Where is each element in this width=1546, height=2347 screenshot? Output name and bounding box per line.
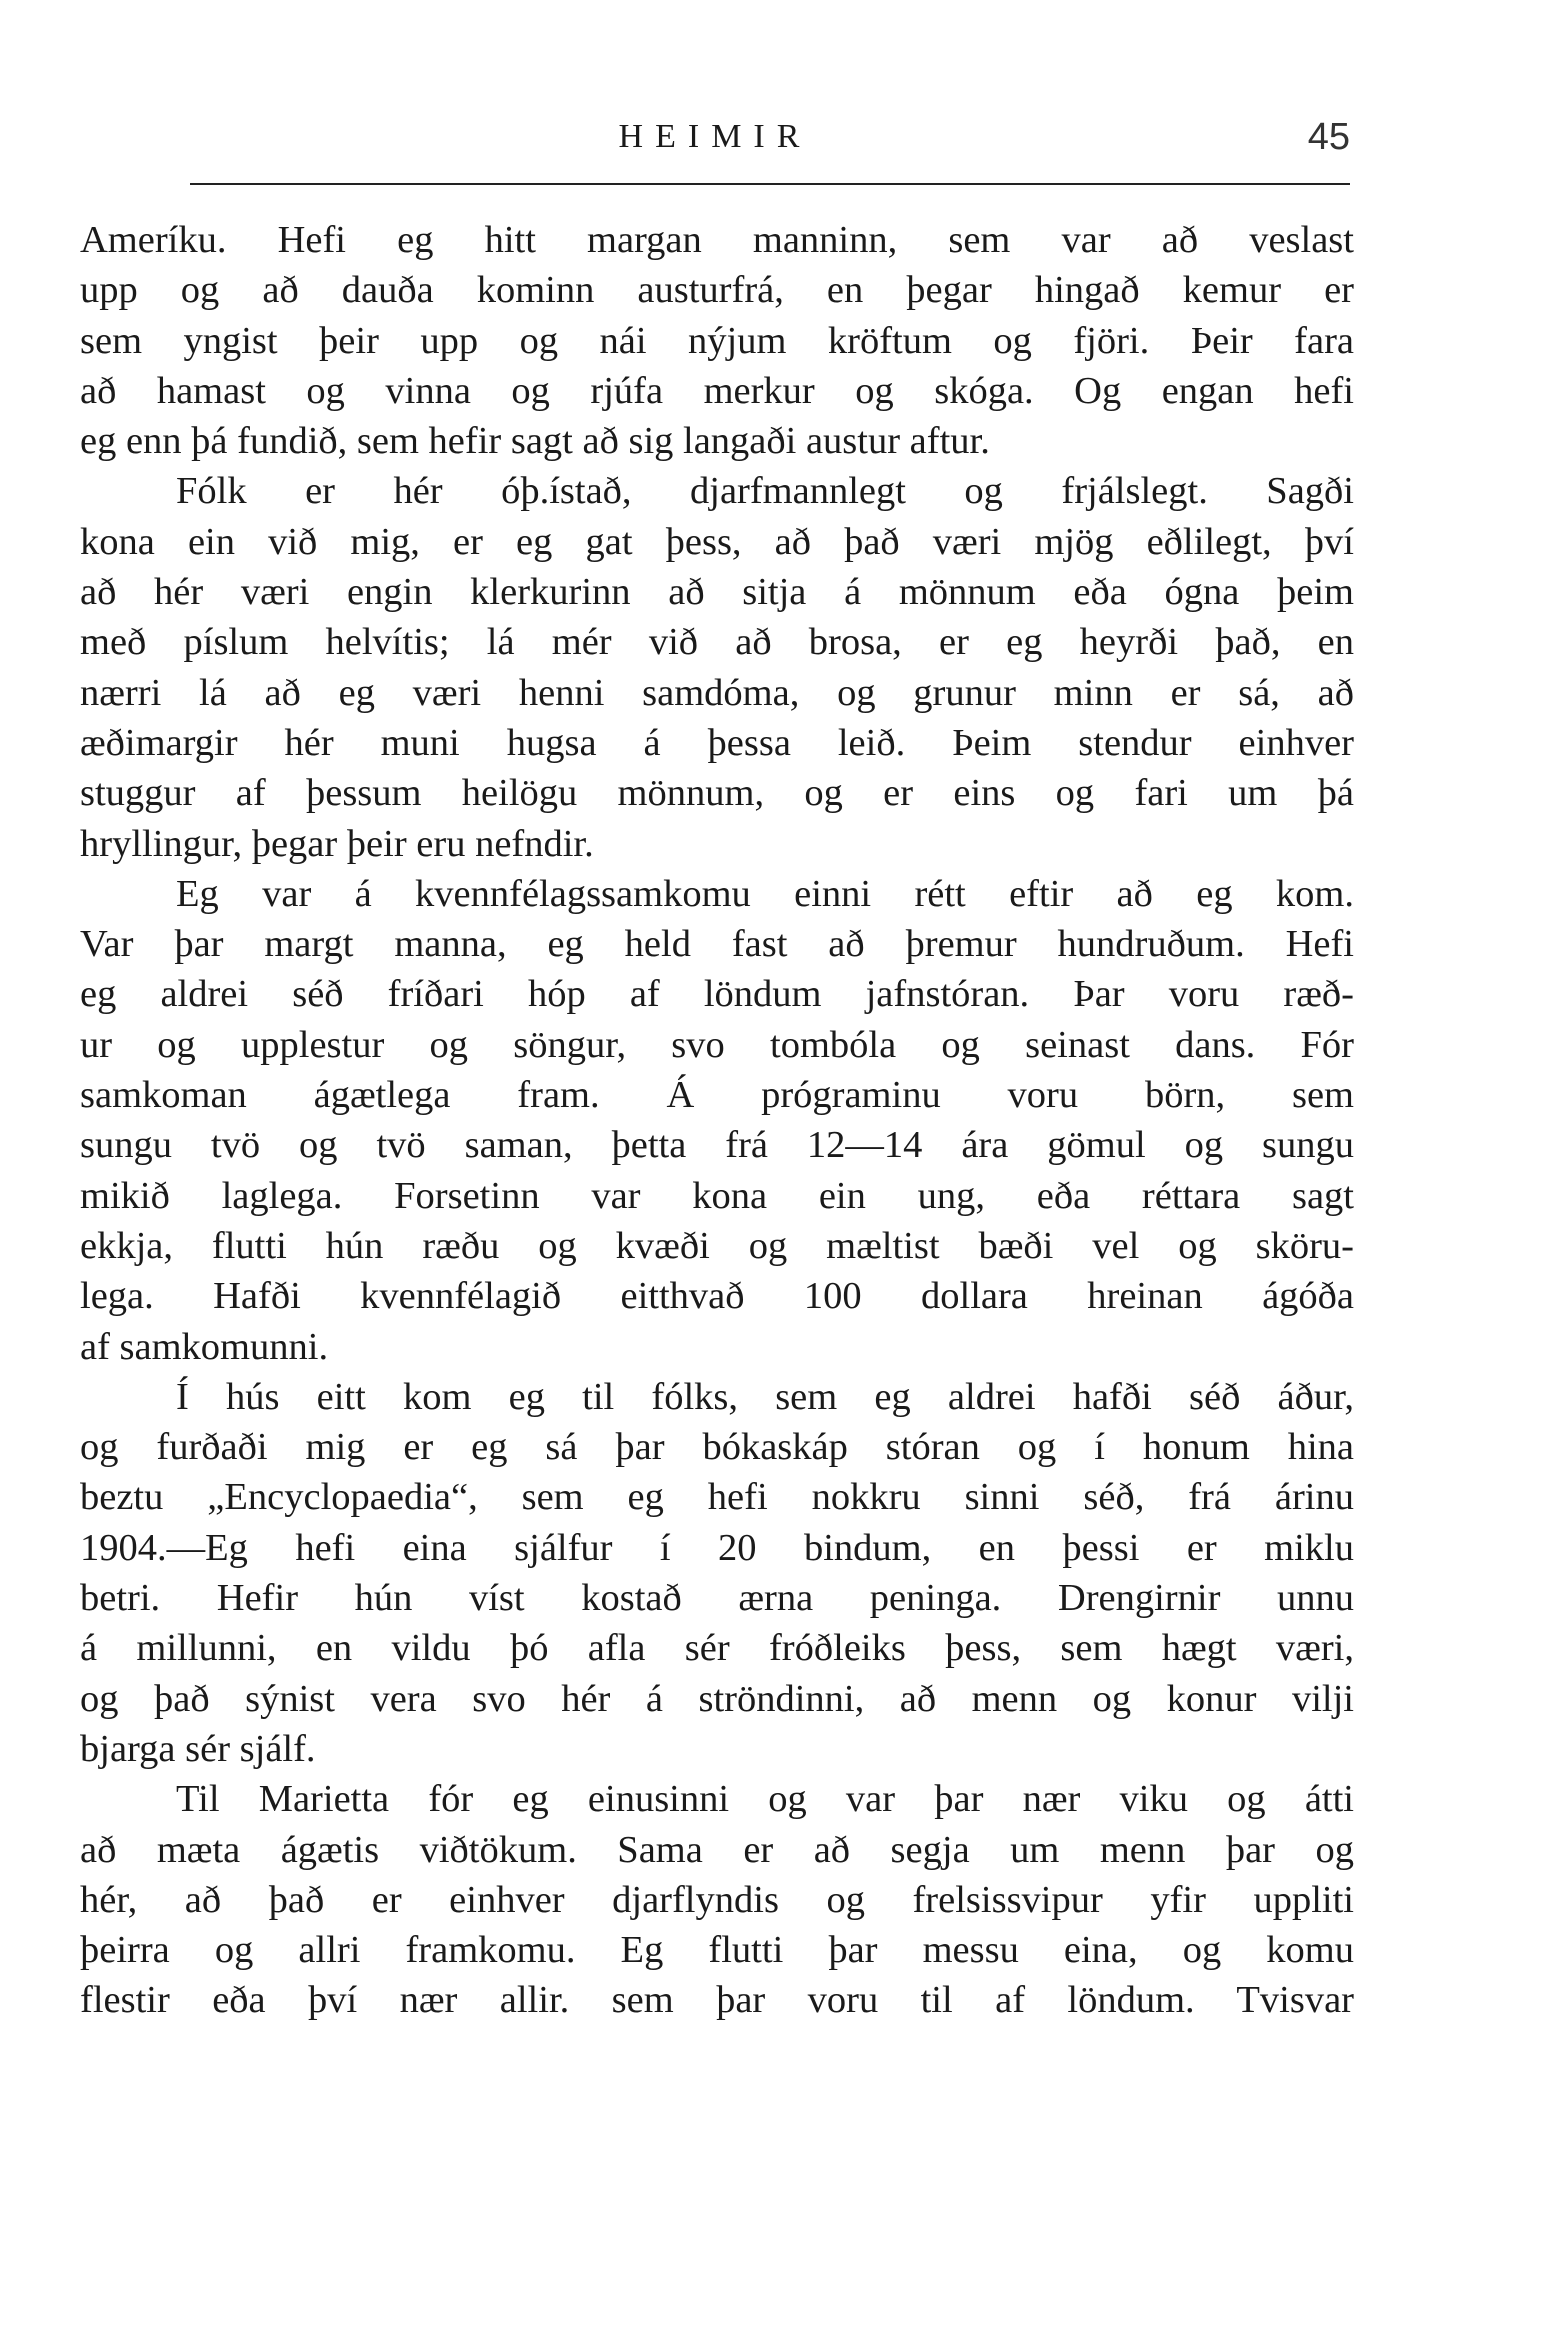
text-line: ekkja, flutti hún ræðu og kvæði og mæltist bæði vel og sköru- [80, 1224, 1354, 1267]
text-line: eg aldrei séð fríðari hóp af löndum jafnstóran. Þar voru ræð- [80, 973, 1354, 1016]
text-line: sem yngist þeir upp og nái nýjum kröftum og fjöri. Þeir fara [80, 319, 1354, 362]
text-line: eg enn þá fundið, sem hefir sagt að sig langaði austur aftur. [80, 420, 990, 463]
text-line: Í hús eitt kom eg til fólks, sem eg aldrei hafði séð áður, [176, 1375, 1354, 1418]
text-line: hryllingur, þegar þeir eru nefndir. [80, 822, 594, 865]
text-line: upp og að dauða kominn austurfrá, en þegar hingað kemur er [80, 269, 1354, 312]
text-line: að hamast og vinna og rjúfa merkur og skóga. Og engan hefi [80, 369, 1354, 412]
text-line: ur og upplestur og söngur, svo tombóla og seinast dans. Fór [80, 1023, 1354, 1066]
page-number: 45 [1307, 116, 1350, 158]
text-line: Til Marietta fór eg einusinni og var þar nær viku og átti [176, 1778, 1354, 1821]
text-line: beztu „Encyclopaedia“, sem eg hefi nokkru sinni séð, frá árinu [80, 1476, 1354, 1519]
text-line: samkoman ágætlega fram. Á prógraminu voru börn, sem [80, 1074, 1354, 1117]
text-line: sungu tvö og tvö saman, þetta frá 12—14 ára gömul og sungu [80, 1124, 1354, 1167]
text-line: kona ein við mig, er eg gat þess, að það væri mjög eðlilegt, því [80, 520, 1354, 563]
body-text [80, 215, 1354, 2026]
text-line: og furðaði mig er eg sá þar bókaskáp stóran og í honum hina [80, 1426, 1354, 1469]
text-line: með píslum helvítis; lá mér við að brosa, er eg heyrði það, en [80, 621, 1354, 664]
text-line: og það sýnist vera svo hér á ströndinni, að menn og konur vilji [80, 1677, 1354, 1720]
text-line: betri. Hefir hún víst kostað ærna peninga. Drengirnir unnu [80, 1577, 1354, 1620]
text-line: flestir eða því nær allir. sem þar voru til af löndum. Tvisvar [80, 1979, 1354, 2022]
text-line: að mæta ágætis viðtökum. Sama er að segja um menn þar og [80, 1828, 1354, 1871]
text-line: nærri lá að eg væri henni samdóma, og grunur minn er sá, að [80, 671, 1354, 714]
text-line: af samkomunni. [80, 1325, 329, 1368]
text-line: stuggur af þessum heilögu mönnum, og er eins og fari um þá [80, 772, 1354, 815]
text-line: mikið laglega. Forsetinn var kona ein ung, eða réttara sagt [80, 1174, 1354, 1217]
text-line: lega. Hafði kvennfélagið eitthvað 100 dollara hreinan ágóða [80, 1275, 1354, 1318]
text-line: Fólk er hér óþ.ístað, djarfmannlegt og frjálslegt. Sagði [176, 470, 1354, 513]
header-rule [190, 183, 1350, 185]
text-line: æðimargir hér muni hugsa á þessa leið. Þeim stendur einhver [80, 721, 1354, 764]
text-line: Var þar margt manna, eg held fast að þremur hundruðum. Hefi [80, 923, 1354, 966]
running-head: HEIMIR [618, 118, 812, 155]
text-line: Ameríku. Hefi eg hitt margan manninn, sem var að veslast [80, 219, 1354, 261]
text-line: Eg var á kvennfélagssamkomu einni rétt eftir að eg kom. [176, 872, 1354, 915]
text-line: 1904.—Eg hefi eina sjálfur í 20 bindum, en þessi er miklu [80, 1526, 1354, 1569]
text-line: þeirra og allri framkomu. Eg flutti þar messu eina, og komu [80, 1929, 1354, 1972]
text-line: hér, að það er einhver djarflyndis og frelsissvipur yfir uppliti [80, 1878, 1354, 1921]
page-header [80, 112, 1350, 182]
text-line: að hér væri engin klerkurinn að sitja á mönnum eða ógna þeim [80, 571, 1354, 614]
text-line: bjarga sér sjálf. [80, 1727, 316, 1770]
text-line: á millunni, en vildu þó afla sér fróðleiks þess, sem hægt væri, [80, 1627, 1354, 1670]
